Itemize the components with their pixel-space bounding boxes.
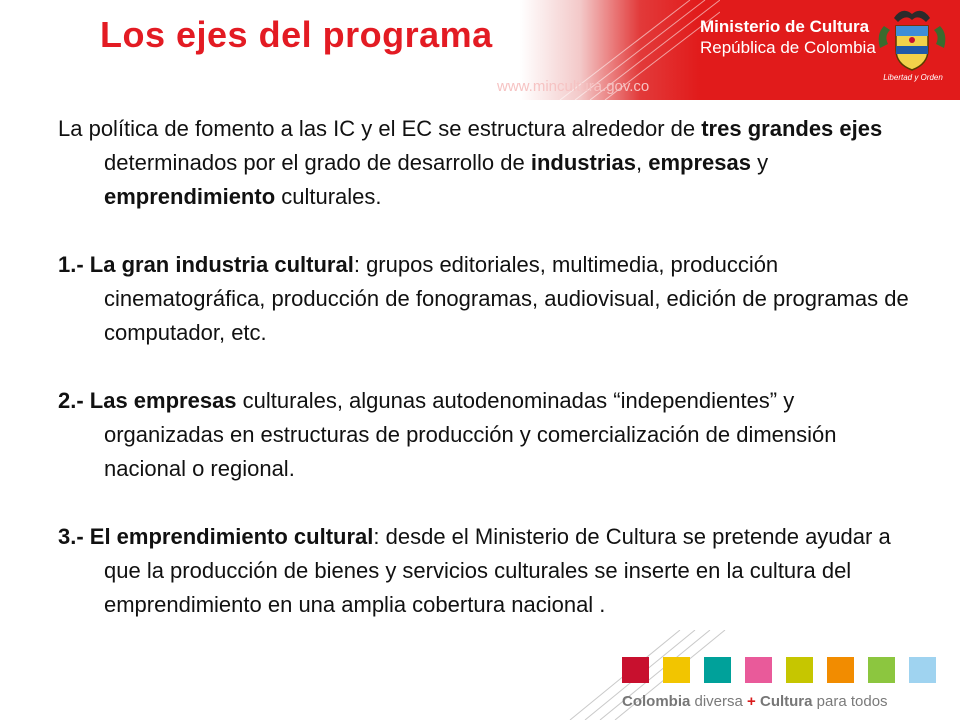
color-swatch — [827, 657, 854, 683]
intro-paragraph — [58, 112, 920, 214]
axis-1-heading: 1.- La gran industria cultural — [58, 252, 354, 277]
intro-bold: tres grandes ejes — [701, 116, 883, 141]
color-swatch — [909, 657, 936, 683]
color-swatch — [868, 657, 895, 683]
crest-motto: Libertad y Orden — [883, 73, 943, 82]
intro-text: determinados por el grado de desarrollo de — [104, 150, 531, 175]
tagline-plus: + — [747, 693, 756, 710]
tagline-word: Cultura — [755, 693, 813, 710]
intro-text: y — [750, 150, 769, 175]
axis-2-heading: 2.- Las empresas — [58, 388, 237, 413]
tagline-word: Colombia — [622, 693, 691, 710]
ministry-name — [700, 16, 876, 58]
axis-3-text: : desde el Ministerio de Cultura se pretende ayudar a que la producción de bienes y servicios culturales se inserte en la cultura del emprendimiento en una amplia cobertura nacional . — [104, 524, 891, 617]
site-url-link[interactable]: www.mincultura.gov.co — [497, 78, 650, 95]
slide-body — [58, 112, 920, 622]
axis-3-paragraph — [58, 520, 920, 622]
axis-3-heading: 3.- El emprendimiento cultural — [58, 524, 374, 549]
intro-text: La política de fomento a las IC y el EC se estructura alrededor de — [58, 116, 702, 141]
intro-text: culturales. — [275, 184, 382, 209]
tagline-word: para todos — [812, 693, 888, 710]
ministry-name-line1: Ministerio de Cultura — [700, 17, 870, 36]
ministry-name-line2: República de Colombia — [700, 38, 876, 57]
page-title: Los ejes del programa — [100, 14, 493, 55]
axis-1-paragraph — [58, 248, 920, 350]
tagline-word: diversa — [690, 693, 748, 710]
intro-bold: empresas — [648, 150, 751, 175]
color-swatch — [745, 657, 772, 683]
intro-text: , — [635, 150, 649, 175]
color-swatch — [622, 657, 649, 683]
axis-1-text: : grupos editoriales, multimedia, producción cinematográfica, producción de fonogramas, audiovisual, edición de programas de computador, etc. — [104, 252, 909, 345]
color-swatch — [786, 657, 813, 683]
axis-2-text: culturales, algunas autodenominadas “independientes” y organizadas en estructuras de producción y comercialización de dimensión nacional o regional. — [104, 388, 837, 481]
intro-bold: emprendimiento — [104, 184, 276, 209]
color-swatch — [704, 657, 731, 683]
intro-bold: industrias — [530, 150, 636, 175]
color-swatch — [663, 657, 690, 683]
footer-tagline — [622, 693, 888, 710]
axis-2-paragraph — [58, 384, 920, 486]
